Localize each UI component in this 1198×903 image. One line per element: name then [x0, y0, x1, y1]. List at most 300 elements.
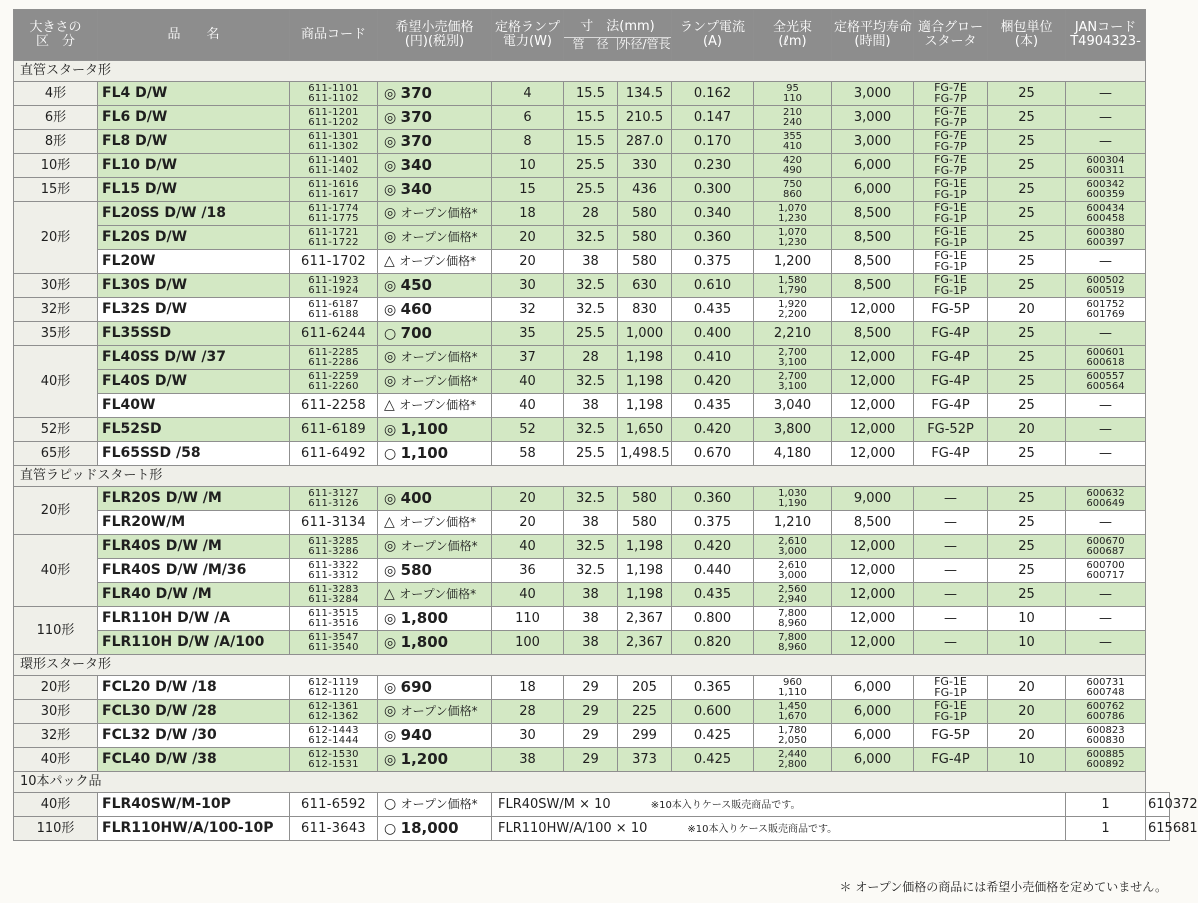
life-cell: 8,500 — [832, 274, 914, 298]
length-cell: 580 — [618, 487, 672, 511]
header-pack: 梱包単位 (本) — [988, 10, 1066, 61]
price-value: 690 — [400, 677, 432, 696]
glow-starter-cell: FG-4P — [914, 370, 988, 394]
section-row — [14, 61, 1170, 82]
life-cell: 3,000 — [832, 130, 914, 154]
price-cell — [378, 154, 492, 178]
current-cell: 0.420 — [672, 370, 754, 394]
price-mark: ◎ — [384, 85, 401, 102]
jan-code-cell: — — [1066, 631, 1146, 655]
jan-code-cell: 600434 600458 — [1066, 202, 1146, 226]
product-name: FL35SSD — [98, 322, 290, 346]
pack-unit-cell: 1 — [1066, 793, 1146, 817]
glow-starter-cell: FG-1E FG-1P — [914, 202, 988, 226]
pack-unit-cell: 25 — [988, 226, 1066, 250]
power-cell: 52 — [492, 418, 564, 442]
header-diameter: 管 径 — [572, 36, 609, 51]
table-row — [14, 748, 1170, 772]
size-cell: 30形 — [14, 274, 98, 298]
product-name: FLR40 D/W /M — [98, 583, 290, 607]
table-row — [14, 793, 1170, 817]
table-row — [14, 700, 1170, 724]
section-row — [14, 466, 1170, 487]
jan-code-cell: 600632 600649 — [1066, 487, 1146, 511]
price-mark: ○ — [384, 445, 401, 462]
pack-unit-cell: 20 — [988, 298, 1066, 322]
power-cell: 40 — [492, 370, 564, 394]
diameter-cell: 32.5 — [564, 298, 618, 322]
current-cell: 0.162 — [672, 82, 754, 106]
life-cell: 6,000 — [832, 178, 914, 202]
life-cell: 8,500 — [832, 511, 914, 535]
product-name: FLR40S D/W /M — [98, 535, 290, 559]
jan-code-cell: — — [1066, 82, 1146, 106]
glow-starter-cell: FG-4P — [914, 394, 988, 418]
price-value: オープン価格* — [400, 539, 478, 554]
product-name: FL52SD — [98, 418, 290, 442]
product-code: 611-2258 — [290, 394, 378, 418]
pack-unit-cell: 25 — [988, 487, 1066, 511]
power-cell: 35 — [492, 322, 564, 346]
price-mark: ◎ — [384, 727, 401, 744]
product-name: FLR110H D/W /A — [98, 607, 290, 631]
life-cell: 6,000 — [832, 676, 914, 700]
glow-starter-cell: — — [914, 559, 988, 583]
pack-note-remark: ※10本入りケース販売商品です。 — [650, 799, 801, 811]
size-cell: 110形 — [14, 817, 98, 841]
product-name: FCL40 D/W /38 — [98, 748, 290, 772]
pack-unit-cell: 25 — [988, 250, 1066, 274]
current-cell: 0.440 — [672, 559, 754, 583]
price-cell — [378, 748, 492, 772]
length-cell: 1,000 — [618, 322, 672, 346]
table-row — [14, 535, 1170, 559]
life-cell: 8,500 — [832, 202, 914, 226]
size-cell: 30形 — [14, 700, 98, 724]
price-mark: ○ — [384, 796, 401, 813]
length-cell: 1,198 — [618, 535, 672, 559]
flux-cell: 960 1,110 — [754, 676, 832, 700]
flux-cell: 4,180 — [754, 442, 832, 466]
product-name: FL40S D/W — [98, 370, 290, 394]
size-cell: 35形 — [14, 322, 98, 346]
pack-unit-cell: 25 — [988, 178, 1066, 202]
jan-code-cell: 600700 600717 — [1066, 559, 1146, 583]
pack-unit-cell: 25 — [988, 370, 1066, 394]
price-cell — [378, 178, 492, 202]
power-cell: 58 — [492, 442, 564, 466]
diameter-cell: 32.5 — [564, 535, 618, 559]
product-code: 611-6244 — [290, 322, 378, 346]
size-cell: 65形 — [14, 442, 98, 466]
glow-starter-cell: — — [914, 607, 988, 631]
price-value: オープン価格* — [399, 398, 477, 413]
length-cell: 1,198 — [618, 583, 672, 607]
price-cell — [378, 130, 492, 154]
price-value: オープン価格* — [400, 704, 478, 719]
product-code: 611-2285 611-2286 — [290, 346, 378, 370]
price-value: オープン価格* — [399, 515, 477, 530]
section-title: 10本パック品 — [14, 772, 1146, 793]
price-value: 940 — [400, 725, 432, 744]
jan-code-cell: 600885 600892 — [1066, 748, 1146, 772]
jan-code-cell: — — [1066, 130, 1146, 154]
current-cell: 0.170 — [672, 130, 754, 154]
price-value: 1,100 — [400, 419, 449, 438]
flux-cell: 2,700 3,100 — [754, 346, 832, 370]
diameter-cell: 32.5 — [564, 274, 618, 298]
price-value: 1,100 — [400, 443, 449, 462]
diameter-cell: 38 — [564, 607, 618, 631]
diameter-cell: 32.5 — [564, 226, 618, 250]
lamp-price-table — [13, 9, 1198, 841]
table-row — [14, 298, 1170, 322]
jan-code-cell: — — [1066, 394, 1146, 418]
glow-starter-cell: FG-7E FG-7P — [914, 154, 988, 178]
price-mark: ◎ — [384, 349, 401, 366]
flux-cell: 1,030 1,190 — [754, 487, 832, 511]
price-value: 370 — [400, 131, 432, 150]
price-value: 580 — [400, 560, 432, 579]
price-cell — [378, 511, 492, 535]
size-cell: 20形 — [14, 676, 98, 700]
power-cell: 30 — [492, 724, 564, 748]
product-name: FL15 D/W — [98, 178, 290, 202]
header-row — [14, 10, 1170, 61]
price-mark: ◎ — [384, 229, 401, 246]
jan-code-cell: 615681 — [1146, 817, 1170, 841]
table-row — [14, 202, 1170, 226]
price-value: 340 — [400, 179, 432, 198]
diameter-cell: 38 — [564, 250, 618, 274]
price-table-container — [13, 9, 1198, 841]
power-cell: 20 — [492, 250, 564, 274]
life-cell: 3,000 — [832, 82, 914, 106]
current-cell: 0.375 — [672, 250, 754, 274]
glow-starter-cell: — — [914, 511, 988, 535]
product-name: FCL30 D/W /28 — [98, 700, 290, 724]
pack-unit-cell: 25 — [988, 559, 1066, 583]
pack-unit-cell: 25 — [988, 322, 1066, 346]
current-cell: 0.435 — [672, 298, 754, 322]
header-dims — [564, 10, 672, 61]
product-name: FL40SS D/W /37 — [98, 346, 290, 370]
price-value: 460 — [400, 299, 432, 318]
table-row — [14, 274, 1170, 298]
price-cell — [378, 202, 492, 226]
product-code: 611-6592 — [290, 793, 378, 817]
jan-code-cell: 610372 — [1146, 793, 1170, 817]
price-value: オープン価格* — [400, 797, 478, 812]
flux-cell: 2,610 3,000 — [754, 559, 832, 583]
diameter-cell: 15.5 — [564, 106, 618, 130]
jan-code-cell: — — [1066, 418, 1146, 442]
glow-starter-cell: FG-7E FG-7P — [914, 130, 988, 154]
glow-starter-cell: FG-1E FG-1P — [914, 250, 988, 274]
power-cell: 28 — [492, 700, 564, 724]
glow-starter-cell: FG-7E FG-7P — [914, 82, 988, 106]
table-row — [14, 130, 1170, 154]
diameter-cell: 15.5 — [564, 130, 618, 154]
product-code: 611-3283 611-3284 — [290, 583, 378, 607]
life-cell: 12,000 — [832, 370, 914, 394]
header-power: 定格ランプ 電力(W) — [492, 10, 564, 61]
life-cell: 8,500 — [832, 322, 914, 346]
size-cell: 20形 — [14, 487, 98, 535]
table-row — [14, 559, 1170, 583]
price-value: 18,000 — [400, 818, 459, 837]
price-mark: ◎ — [384, 157, 401, 174]
section-title: 直管スタータ形 — [14, 61, 1146, 82]
length-cell: 373 — [618, 748, 672, 772]
life-cell: 6,000 — [832, 724, 914, 748]
diameter-cell: 29 — [564, 676, 618, 700]
jan-code-cell: 600502 600519 — [1066, 274, 1146, 298]
diameter-cell: 32.5 — [564, 418, 618, 442]
glow-starter-cell: FG-1E FG-1P — [914, 676, 988, 700]
table-row — [14, 178, 1170, 202]
product-name: FL10 D/W — [98, 154, 290, 178]
product-name: FCL20 D/W /18 — [98, 676, 290, 700]
glow-starter-cell: FG-5P — [914, 298, 988, 322]
price-cell — [378, 298, 492, 322]
jan-code-cell: — — [1066, 583, 1146, 607]
glow-starter-cell: FG-1E FG-1P — [914, 178, 988, 202]
jan-code-cell: 600380 600397 — [1066, 226, 1146, 250]
product-name: FL20W — [98, 250, 290, 274]
glow-starter-cell: FG-52P — [914, 418, 988, 442]
jan-code-cell: 600731 600748 — [1066, 676, 1146, 700]
length-cell: 830 — [618, 298, 672, 322]
size-cell: 110形 — [14, 607, 98, 655]
price-cell — [378, 631, 492, 655]
life-cell: 6,000 — [832, 154, 914, 178]
product-name: FLR110H D/W /A/100 — [98, 631, 290, 655]
table-row — [14, 346, 1170, 370]
power-cell: 40 — [492, 394, 564, 418]
power-cell: 8 — [492, 130, 564, 154]
pack-unit-cell: 10 — [988, 631, 1066, 655]
length-cell: 436 — [618, 178, 672, 202]
product-code: 611-3322 611-3312 — [290, 559, 378, 583]
product-name: FLR110HW/A/100-10P — [98, 817, 290, 841]
life-cell: 8,500 — [832, 226, 914, 250]
current-cell: 0.360 — [672, 226, 754, 250]
length-cell: 225 — [618, 700, 672, 724]
size-cell: 40形 — [14, 346, 98, 418]
flux-cell: 1,580 1,790 — [754, 274, 832, 298]
pack-note: FLR110HW/A/100 × 10 ※10本入りケース販売商品です。 — [492, 817, 1066, 841]
table-row — [14, 724, 1170, 748]
current-cell: 0.670 — [672, 442, 754, 466]
current-cell: 0.340 — [672, 202, 754, 226]
flux-cell: 1,070 1,230 — [754, 226, 832, 250]
product-code: 611-3285 611-3286 — [290, 535, 378, 559]
life-cell: 12,000 — [832, 346, 914, 370]
glow-starter-cell: FG-7E FG-7P — [914, 106, 988, 130]
flux-cell: 355 410 — [754, 130, 832, 154]
product-name: FL32S D/W — [98, 298, 290, 322]
size-cell: 20形 — [14, 202, 98, 274]
price-value: 1,200 — [400, 749, 449, 768]
life-cell: 12,000 — [832, 559, 914, 583]
table-row — [14, 226, 1170, 250]
header-price: 希望小売価格 (円)(税別) — [378, 10, 492, 61]
current-cell: 0.147 — [672, 106, 754, 130]
price-mark: ○ — [384, 325, 401, 342]
price-value: オープン価格* — [400, 206, 478, 221]
price-cell — [378, 583, 492, 607]
price-cell — [378, 346, 492, 370]
price-mark: ◎ — [384, 373, 401, 390]
current-cell: 0.300 — [672, 178, 754, 202]
product-name: FCL32 D/W /30 — [98, 724, 290, 748]
product-code: 612-1530 612-1531 — [290, 748, 378, 772]
product-code: 611-1401 611-1402 — [290, 154, 378, 178]
header-dims-label: 寸 法(mm) — [580, 18, 655, 34]
price-cell — [378, 418, 492, 442]
product-code: 611-3515 611-3516 — [290, 607, 378, 631]
length-cell: 630 — [618, 274, 672, 298]
product-code: 611-2259 611-2260 — [290, 370, 378, 394]
header-length: 外径/管長 — [618, 36, 671, 51]
price-cell — [378, 607, 492, 631]
price-cell — [378, 559, 492, 583]
flux-cell: 2,700 3,100 — [754, 370, 832, 394]
power-cell: 6 — [492, 106, 564, 130]
size-cell: 6形 — [14, 106, 98, 130]
price-mark: ◎ — [384, 751, 401, 768]
header-life: 定格平均寿命 (時間) — [832, 10, 914, 61]
price-cell — [378, 322, 492, 346]
life-cell: 6,000 — [832, 700, 914, 724]
pack-unit-cell: 10 — [988, 607, 1066, 631]
table-body — [14, 61, 1198, 841]
product-code: 611-3643 — [290, 817, 378, 841]
table-row — [14, 154, 1170, 178]
price-cell — [378, 106, 492, 130]
length-cell: 210.5 — [618, 106, 672, 130]
price-value: オープン価格* — [400, 374, 478, 389]
glow-starter-cell: FG-1E FG-1P — [914, 226, 988, 250]
product-name: FLR20W/M — [98, 511, 290, 535]
price-mark: △ — [384, 397, 400, 414]
size-cell: 40形 — [14, 748, 98, 772]
length-cell: 580 — [618, 250, 672, 274]
size-cell: 32形 — [14, 298, 98, 322]
length-cell: 2,367 — [618, 607, 672, 631]
power-cell: 40 — [492, 583, 564, 607]
diameter-cell: 32.5 — [564, 487, 618, 511]
price-mark: ◎ — [384, 205, 401, 222]
life-cell: 12,000 — [832, 442, 914, 466]
glow-starter-cell: — — [914, 583, 988, 607]
current-cell: 0.410 — [672, 346, 754, 370]
price-value: 1,800 — [400, 608, 449, 627]
life-cell: 8,500 — [832, 250, 914, 274]
power-cell: 37 — [492, 346, 564, 370]
price-value: オープン価格* — [400, 350, 478, 365]
price-value: 340 — [400, 155, 432, 174]
price-value: 700 — [400, 323, 432, 342]
price-cell — [378, 724, 492, 748]
length-cell: 330 — [618, 154, 672, 178]
pack-unit-cell: 25 — [988, 274, 1066, 298]
life-cell: 3,000 — [832, 106, 914, 130]
flux-cell: 2,610 3,000 — [754, 535, 832, 559]
diameter-cell: 15.5 — [564, 82, 618, 106]
table-row — [14, 442, 1170, 466]
power-cell: 4 — [492, 82, 564, 106]
size-cell: 32形 — [14, 724, 98, 748]
power-cell: 36 — [492, 559, 564, 583]
header-current: ランプ電流 (A) — [672, 10, 754, 61]
table-row — [14, 370, 1170, 394]
power-cell: 40 — [492, 535, 564, 559]
power-cell: 30 — [492, 274, 564, 298]
header-glow: 適合グロー スタータ — [914, 10, 988, 61]
price-value: 370 — [400, 83, 432, 102]
length-cell: 1,198 — [618, 346, 672, 370]
product-name: FL30S D/W — [98, 274, 290, 298]
flux-cell: 210 240 — [754, 106, 832, 130]
product-name: FL8 D/W — [98, 130, 290, 154]
price-cell — [378, 226, 492, 250]
pack-unit-cell: 20 — [988, 418, 1066, 442]
price-mark: ◎ — [384, 277, 401, 294]
flux-cell: 1,920 2,200 — [754, 298, 832, 322]
product-code: 611-3134 — [290, 511, 378, 535]
pack-unit-cell: 25 — [988, 394, 1066, 418]
power-cell: 18 — [492, 202, 564, 226]
jan-code-cell: — — [1066, 322, 1146, 346]
price-cell — [378, 535, 492, 559]
section-row — [14, 772, 1170, 793]
table-row — [14, 322, 1170, 346]
power-cell: 110 — [492, 607, 564, 631]
price-cell — [378, 793, 492, 817]
header-flux: 全光束 (ℓm) — [754, 10, 832, 61]
product-name: FL6 D/W — [98, 106, 290, 130]
pack-unit-cell: 25 — [988, 346, 1066, 370]
length-cell: 2,367 — [618, 631, 672, 655]
price-cell — [378, 676, 492, 700]
pack-unit-cell: 20 — [988, 676, 1066, 700]
life-cell: 12,000 — [832, 394, 914, 418]
product-code: 611-1774 611-1775 — [290, 202, 378, 226]
jan-code-cell: 600762 600786 — [1066, 700, 1146, 724]
diameter-cell: 25.5 — [564, 178, 618, 202]
footnote: ＊ オープン価格の商品には希望小売価格を定めていません。 — [839, 880, 1167, 894]
pack-note-remark: ※10本入りケース販売商品です。 — [687, 823, 838, 835]
glow-starter-cell: FG-4P — [914, 346, 988, 370]
glow-starter-cell: FG-1E FG-1P — [914, 700, 988, 724]
product-code: 611-3127 611-3126 — [290, 487, 378, 511]
price-value: 400 — [400, 488, 432, 507]
pack-unit-cell: 25 — [988, 583, 1066, 607]
flux-cell: 2,440 2,800 — [754, 748, 832, 772]
flux-cell: 1,780 2,050 — [754, 724, 832, 748]
glow-starter-cell: — — [914, 487, 988, 511]
pack-unit-cell: 25 — [988, 82, 1066, 106]
life-cell: 6,000 — [832, 748, 914, 772]
table-row — [14, 82, 1170, 106]
length-cell: 1,650 — [618, 418, 672, 442]
diameter-cell: 32.5 — [564, 559, 618, 583]
glow-starter-cell: FG-5P — [914, 724, 988, 748]
table-row — [14, 418, 1170, 442]
product-name: FLR20S D/W /M — [98, 487, 290, 511]
